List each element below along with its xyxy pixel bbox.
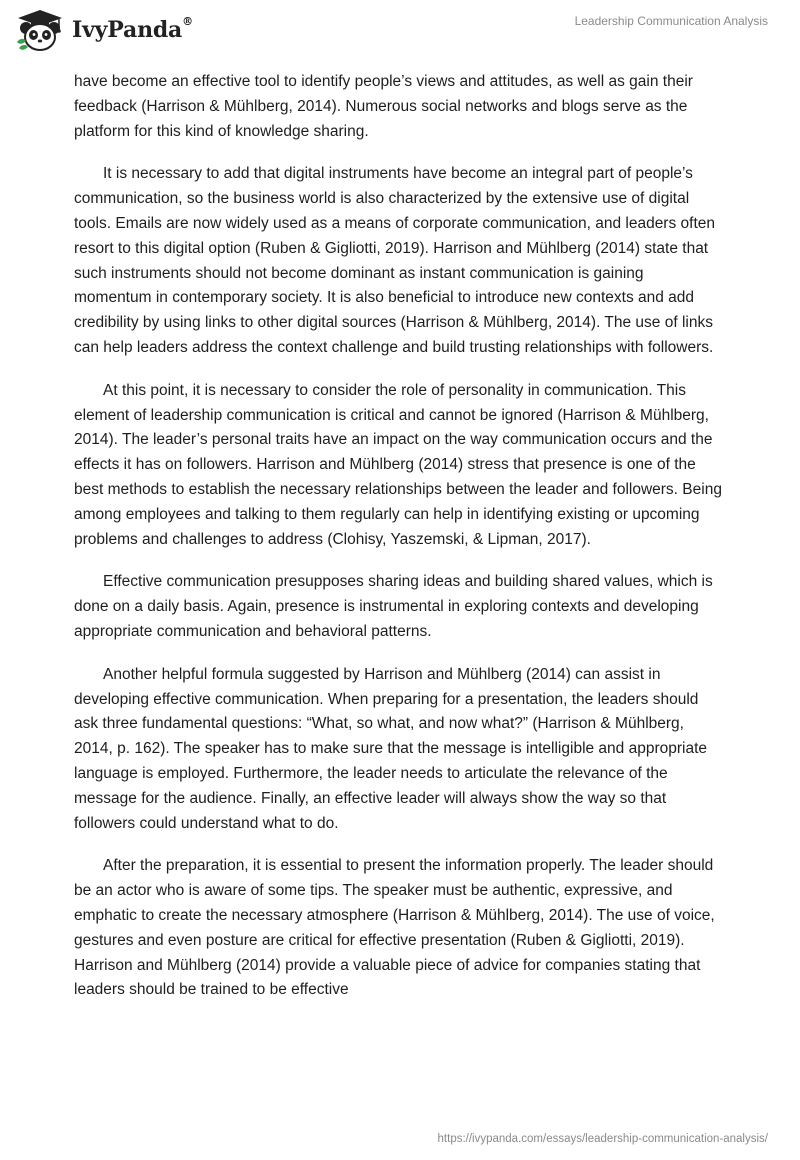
paragraph: Effective communication presupposes sharing ideas and building shared values, which is done on a daily basis. Again, presence is instrumental in exploring contexts and developing appropriate communication and behavioral patterns. (74, 573, 713, 640)
essay-body (74, 70, 724, 1021)
ivypanda-logo[interactable] (14, 8, 193, 52)
paragraph: It is necessary to add that digital instruments have become an integral part of people’s communication, so the business world is also characterized by the extensive use of digital tools. Emails are now widely used as a means of corporate communication, and leaders often resort to this digital option (Ruben & Gigliotti, 2019). Harrison and Mühlberg (2014) state that such instruments should not become dominant as instant communication is gaining momentum in contemporary society. It is also beneficial to introduce new contexts and add credibility by using links to other digital sources (Harrison & Mühlberg, 2014). The use of links can help leaders address the context challenge and build trusting relationships with followers. (74, 165, 716, 356)
paragraph: After the preparation, it is essential to present the information properly. The leader should be an actor who is aware of some tips. The speaker must be authentic, expressive, and emphatic to create the necessary atmosphere (Harrison & Mühlberg, 2014). The use of voice, gestures and even posture are critical for effective presentation (Ruben & Gigliotti, 2019). Harrison and Mühlberg (2014) provide a valuable piece of advice for companies stating that leaders should be trained to be effective (74, 857, 715, 999)
document-title: Leadership Communication Analysis (574, 14, 768, 28)
source-url-link[interactable]: https://ivypanda.com/essays/leadership-communication-analysis/ (437, 1133, 768, 1145)
paragraph: Another helpful formula suggested by Harrison and Mühlberg (2014) can assist in developing effective communication. When preparing for a presentation, the leaders should ask three fundamental questions: “What, so what, and now what?” (Harrison & Mühlberg, 2014, p. 162). The speaker has to make sure that the message is intelligible and appropriate language is employed. Furthermore, the leader needs to articulate the relevance of the message for the audience. Finally, an effective leader will always show the way so that followers could understand what to do. (74, 665, 708, 832)
brand-name: IvyPanda® (72, 15, 193, 43)
panda-graduate-icon (14, 8, 66, 52)
paragraph: have become an effective tool to identify people’s views and attitudes, as well as gain their feedback (Harrison & Mühlberg, 2014). Numerous social networks and blogs serve as the platform for this kind of knowledge sharing. (74, 73, 693, 140)
page-header (0, 0, 800, 64)
paragraph: At this point, it is necessary to consider the role of personality in communication. This element of leadership communication is critical and cannot be ignored (Harrison & Mühlberg, 2014). The leader’s personal traits have an impact on the way communication occurs and the effects it has on followers. Harrison and Mühlberg (2014) stress that presence is one of the best methods to establish the necessary relationships between the leader and followers. Being among employees and talking to them regularly can help in identifying existing or upcoming problems and challenges to address (Clohisy, Yaszemski, & Lipman, 2017). (74, 381, 722, 548)
